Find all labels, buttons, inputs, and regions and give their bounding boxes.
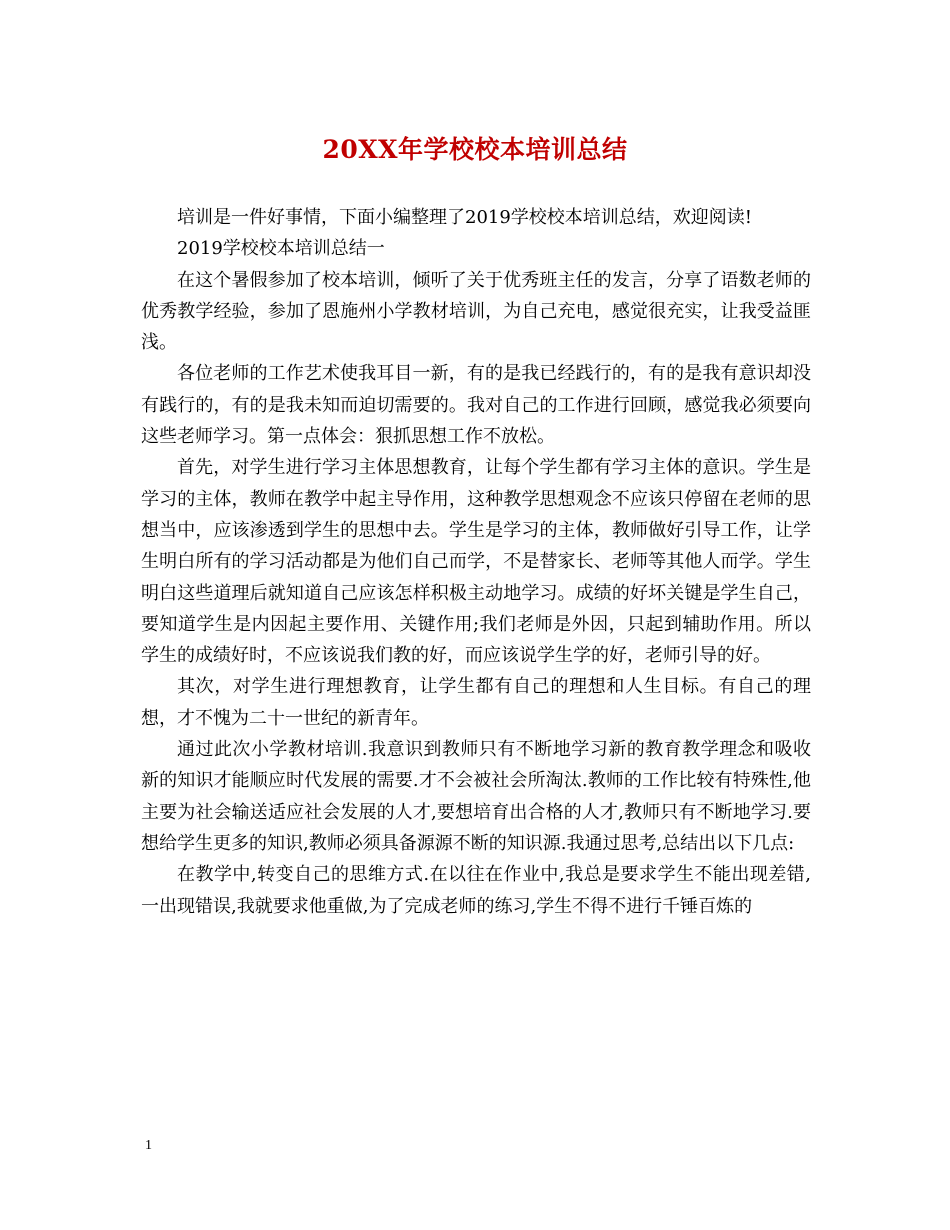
document-title: 20XX年学校校本培训总结: [322, 135, 628, 164]
paragraph: 首先，对学生进行学习主体思想教育，让每个学生都有学习主体的意识。学生是学习的主体，教师在教学中起主导作用，这种教学思想观念不应该只停留在老师的思想当中，应该渗透到学生的思想中去。学生是学习的主体，教师做好引导工作，让学生明白所有的学习活动都是为他们自己而学，不是替家长、老师等其他人而学。学生明白这些道理后就知道自己应该怎样积极主动地学习。成绩的好坏关键是学生自己，要知道学生是内因起主要作用、关键作用;我们老师是外因，只起到辅助作用。所以学生的成绩好时，不应该说我们教的好，而应该说学生学的好，老师引导的好。: [141, 457, 811, 667]
page-number: 1: [145, 1138, 152, 1153]
paragraph: 在这个暑假参加了校本培训，倾听了关于优秀班主任的发言，分享了语数老师的优秀教学经验，参加了恩施州小学教材培训，为自己充电，感觉很充实，让我受益匪浅。: [141, 269, 811, 354]
paragraph: 各位老师的工作艺术使我耳目一新，有的是我已经践行的，有的是我有意识却没有践行的，有的是我未知而迫切需要的。我对自己的工作进行回顾，感觉我必须要向这些老师学习。第一点体会：狠抓思想工作不放松。: [141, 363, 811, 448]
paragraph: 在教学中,转变自己的思维方式.在以往在作业中,我总是要求学生不能出现差错,一出现错误,我就要求他重做,为了完成老师的练习,学生不得不进行千锤百炼的: [141, 864, 811, 917]
document-body: [141, 202, 811, 922]
paragraph-section-heading: 2019学校校本培训总结一: [177, 238, 385, 260]
paragraph: 其次，对学生进行理想教育，让学生都有自己的理想和人生目标。有自己的理想，才不愧为二十一世纪的新青年。: [141, 676, 811, 729]
paragraph-intro: 培训是一件好事情，下面小编整理了2019学校校本培训总结，欢迎阅读!: [177, 207, 753, 228]
paragraph: 通过此次小学教材培训.我意识到教师只有不断地学习新的教育教学理念和吸收新的知识才能顺应时代发展的需要.才不会被社会所淘汰.教师的工作比较有特殊性,他主要为社会输送适应社会发展的人才,要想培育出合格的人才,教师只有不断地学习.要想给学生更多的知识,教师必须具备源源不断的知识源.我通过思考,总结出以下几点:: [141, 739, 811, 854]
